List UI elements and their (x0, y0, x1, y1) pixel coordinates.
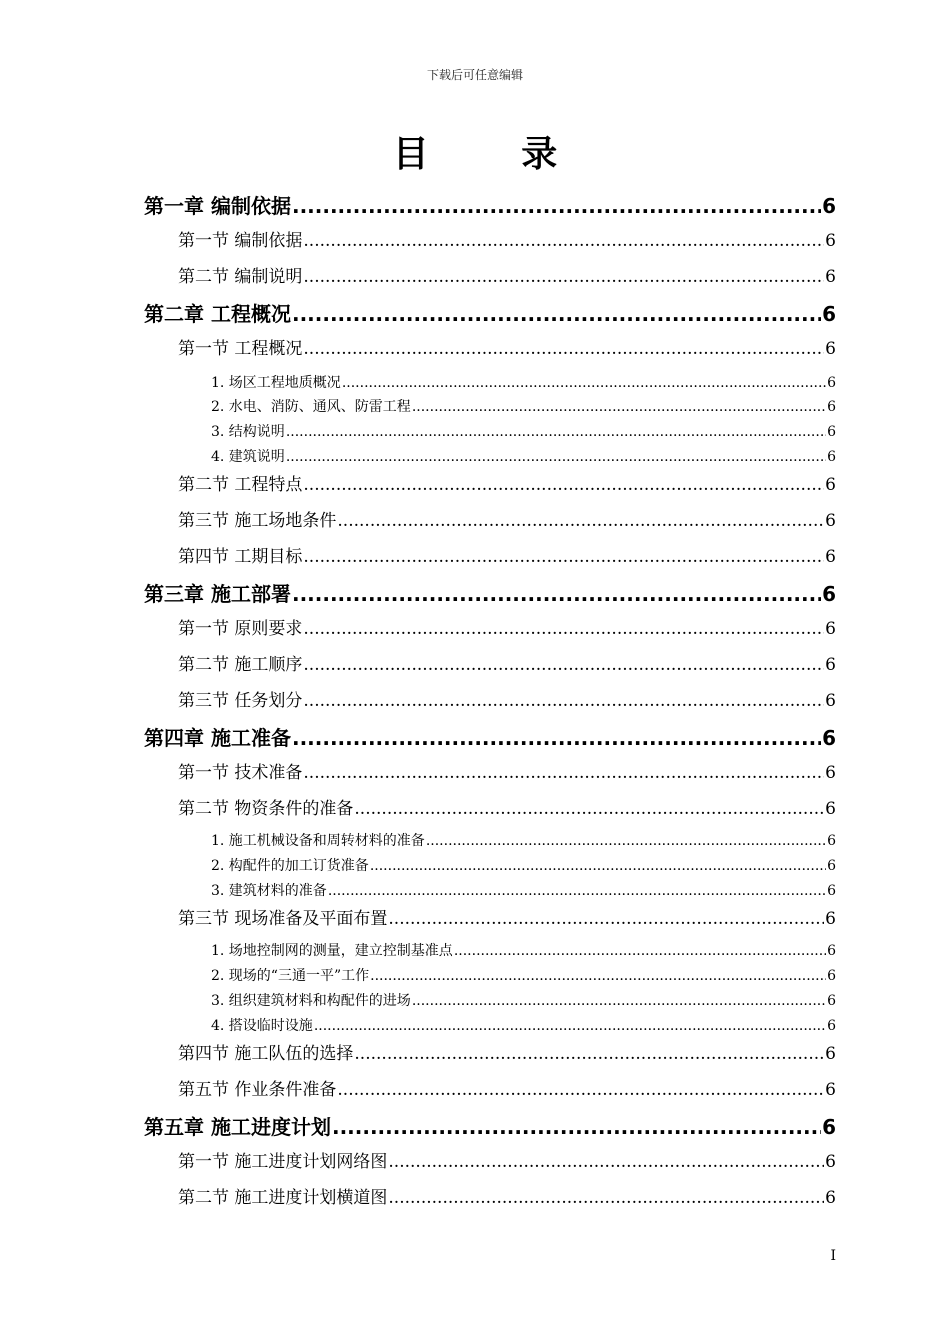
toc-leader-dots (303, 763, 824, 783)
toc-entry-label: 4. 建筑说明 (211, 449, 285, 465)
toc-leader-dots (292, 194, 821, 218)
toc-leader-dots (303, 267, 824, 287)
toc-leader-dots (303, 547, 824, 567)
toc-entry[interactable] (211, 940, 836, 960)
toc-entry-page: 6 (825, 267, 836, 287)
toc-entry-label: 第五节 作业条件准备 (178, 1080, 337, 1100)
toc-leader-dots (337, 1080, 824, 1100)
toc-entry[interactable] (178, 614, 836, 639)
toc-entry[interactable] (211, 880, 836, 900)
toc-entry[interactable] (144, 1111, 836, 1140)
toc-leader-dots (292, 726, 821, 750)
page-title: 目 录 (392, 134, 598, 175)
toc-entry[interactable] (211, 855, 836, 875)
toc-entry-page: 6 (825, 1152, 836, 1172)
toc-entry[interactable] (211, 396, 836, 416)
toc-entry[interactable] (211, 830, 836, 850)
toc-leader-dots (303, 619, 824, 639)
toc-entry[interactable] (211, 446, 836, 466)
toc-leader-dots (388, 909, 824, 929)
toc-entry-page: 6 (825, 547, 836, 567)
page-header: 下载后可任意编辑 (426, 68, 523, 82)
toc-entry-page: 6 (827, 424, 836, 440)
toc-entry-page: 6 (825, 231, 836, 251)
toc-entry-label: 3. 结构说明 (211, 424, 285, 440)
toc-entry-page: 6 (827, 968, 836, 984)
toc-entry-page: 6 (822, 726, 836, 750)
toc-entry[interactable] (178, 650, 836, 675)
toc-leader-dots (314, 1018, 826, 1034)
toc-entry-label: 第一节 技术准备 (178, 763, 303, 783)
toc-entry-label: 第二节 物资条件的准备 (178, 799, 354, 819)
toc-entry[interactable] (211, 965, 836, 985)
toc-entry[interactable] (211, 421, 836, 441)
toc-entry-label: 第三章 施工部署 (144, 582, 291, 606)
toc-leader-dots (292, 582, 821, 606)
toc-leader-dots (354, 1044, 824, 1064)
toc-leader-dots (303, 655, 824, 675)
toc-leader-dots (303, 475, 824, 495)
toc-entry-page: 6 (822, 302, 836, 326)
toc-leader-dots (337, 511, 824, 531)
toc-leader-dots (332, 1115, 821, 1139)
toc-entry-label: 第一节 工程概况 (178, 339, 303, 359)
toc-entry[interactable] (178, 542, 836, 567)
toc-entry-label: 3. 建筑材料的准备 (211, 883, 327, 899)
toc-entry[interactable] (178, 686, 836, 711)
toc-entry[interactable] (178, 1075, 836, 1100)
toc-entry-label: 第三节 施工场地条件 (178, 511, 337, 531)
toc-entry-page: 6 (822, 582, 836, 606)
toc-entry-page: 6 (827, 399, 836, 415)
page-number: I (830, 1248, 836, 1264)
toc-entry-page: 6 (825, 1188, 836, 1208)
toc-entry[interactable] (211, 1015, 836, 1035)
toc-entry-label: 2. 水电、消防、通风、防雷工程 (211, 399, 411, 415)
toc-leader-dots (370, 968, 826, 984)
toc-entry-label: 第二节 工程特点 (178, 475, 303, 495)
toc-entry-label: 第四节 施工队伍的选择 (178, 1044, 354, 1064)
toc-entry[interactable] (211, 372, 836, 392)
toc-leader-dots (292, 302, 821, 326)
toc-entry-label: 第一节 编制依据 (178, 231, 303, 251)
toc-entry[interactable] (178, 470, 836, 495)
toc-leader-dots (303, 691, 824, 711)
toc-leader-dots (388, 1188, 824, 1208)
toc-entry-label: 1. 场地控制网的测量，建立控制基准点 (211, 943, 453, 959)
toc-entry-label: 3. 组织建筑材料和构配件的进场 (211, 993, 411, 1009)
toc-entry-page: 6 (825, 909, 836, 929)
toc-entry[interactable] (178, 794, 836, 819)
toc-entry-label: 1. 场区工程地质概况 (211, 375, 341, 391)
toc-entry-page: 6 (825, 339, 836, 359)
toc-entry-label: 1. 施工机械设备和周转材料的准备 (211, 833, 425, 849)
toc-leader-dots (370, 858, 826, 874)
toc-entry-page: 6 (825, 763, 836, 783)
toc-entry[interactable] (144, 298, 836, 327)
toc-entry-page: 6 (827, 1018, 836, 1034)
toc-entry-label: 2. 现场的“三通一平”工作 (211, 968, 370, 984)
toc-entry-page: 6 (825, 655, 836, 675)
toc-leader-dots (354, 799, 824, 819)
toc-leader-dots (454, 943, 826, 959)
toc-entry-page: 6 (825, 799, 836, 819)
toc-entry[interactable] (178, 904, 836, 929)
toc-entry-page: 6 (825, 1044, 836, 1064)
toc-entry-page: 6 (822, 1115, 836, 1139)
toc-entry-label: 2. 构配件的加工订货准备 (211, 858, 369, 874)
toc-entry-page: 6 (825, 1080, 836, 1100)
toc-entry-label: 第四章 施工准备 (144, 726, 291, 750)
toc-entry-label: 第二节 施工进度计划横道图 (178, 1188, 388, 1208)
toc-entry-page: 6 (827, 375, 836, 391)
toc-entry[interactable] (178, 1147, 836, 1172)
toc-entry[interactable] (144, 190, 836, 219)
toc-entry[interactable] (178, 1183, 836, 1208)
toc-leader-dots (412, 993, 826, 1009)
toc-entry-page: 6 (825, 691, 836, 711)
toc-leader-dots (412, 399, 826, 415)
toc-entry-page: 6 (827, 883, 836, 899)
toc-leader-dots (328, 883, 826, 899)
toc-leader-dots (342, 375, 826, 391)
toc-entry-page: 6 (827, 993, 836, 1009)
toc-leader-dots (388, 1152, 824, 1172)
toc-entry[interactable] (178, 262, 836, 287)
toc-entry-page: 6 (827, 943, 836, 959)
toc-entry[interactable] (178, 1039, 836, 1064)
toc-entry[interactable] (178, 506, 836, 531)
toc-entry-page: 6 (827, 449, 836, 465)
toc-entry-label: 第二章 工程概况 (144, 302, 291, 326)
toc-entry[interactable] (178, 226, 836, 251)
toc-entry-label: 第一节 原则要求 (178, 619, 303, 639)
toc-entry-page: 6 (827, 858, 836, 874)
toc-entry-label: 第三节 现场准备及平面布置 (178, 909, 388, 929)
toc-entry[interactable] (211, 990, 836, 1010)
toc-entry-page: 6 (822, 194, 836, 218)
toc-entry-label: 第三节 任务划分 (178, 691, 303, 711)
toc-leader-dots (286, 449, 826, 465)
toc-entry-page: 6 (825, 619, 836, 639)
toc-entry[interactable] (144, 722, 836, 751)
toc-entry-label: 第四节 工期目标 (178, 547, 303, 567)
toc-leader-dots (303, 339, 824, 359)
toc-entry-label: 第二节 施工顺序 (178, 655, 303, 675)
toc-entry[interactable] (144, 578, 836, 607)
toc-entry-label: 第二节 编制说明 (178, 267, 303, 287)
toc-entry-page: 6 (827, 833, 836, 849)
toc-entry-label: 4. 搭设临时设施 (211, 1018, 313, 1034)
toc-entry-label: 第一章 编制依据 (144, 194, 291, 218)
toc-entry-page: 6 (825, 511, 836, 531)
toc-leader-dots (286, 424, 826, 440)
toc-leader-dots (303, 231, 824, 251)
toc-entry-page: 6 (825, 475, 836, 495)
toc-leader-dots (426, 833, 826, 849)
toc-entry-label: 第一节 施工进度计划网络图 (178, 1152, 388, 1172)
toc-entry[interactable] (178, 334, 836, 359)
toc-entry[interactable] (178, 758, 836, 783)
toc-entry-label: 第五章 施工进度计划 (144, 1115, 331, 1139)
